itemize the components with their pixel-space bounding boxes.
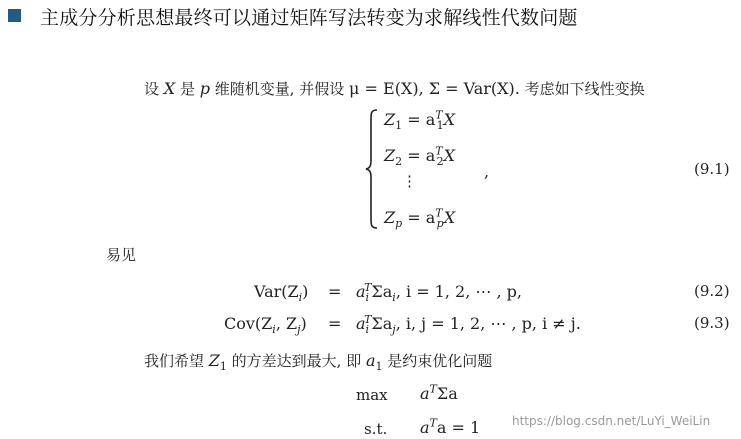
heading-bullet (8, 9, 21, 22)
system-comma: , (484, 162, 490, 181)
page-heading: 主成分分析思想最终可以通过矩阵写法转变为求解线性代数问题 (40, 7, 578, 29)
eq-9-2-rhs: $a_i^T\Sigma a_i$, i = 1, 2, ⋯ , p, (356, 280, 522, 305)
yijian-text: 易见 (106, 246, 137, 264)
eq-9-3-lhs: $Cov(Z_i$, $Z_j$) (224, 314, 307, 337)
system-row-2: $Z_2 = a^T_2X$ (384, 144, 455, 169)
eq-9-3-equals: = (328, 314, 342, 333)
eq-number-9-3: (9.3) (694, 314, 730, 332)
eq-9-2-lhs: $Var(Z_i)$ (254, 282, 309, 305)
eq-9-2-equals: = (328, 282, 342, 301)
opt-objective: $a^T\Sigma a$ (420, 382, 458, 403)
eq-number-9-2: (9.2) (694, 282, 730, 300)
system-row-1: $Z_1 = a^T_1X$ (384, 108, 455, 133)
csdn-watermark: https://blog.csdn.net/LuYi_WeiLin (512, 414, 711, 428)
system-vdots: ⋮ (402, 172, 417, 190)
opt-st-label: s.t. (364, 420, 388, 438)
eq-9-3-rhs: $a_i^T\Sigma a_j$, i, j = 1, 2, ⋯ , p, i ≠ j. (356, 312, 581, 337)
left-brace (364, 108, 380, 230)
opt-constraint: $a^Ta = 1$ (420, 416, 481, 437)
hope-text: 我们希望 $Z_1$ 的方差达到最大, 即 $a_1$ 是约束优化问题 (144, 351, 493, 373)
intro-text: 设 X 是 p 维随机变量, 并假设 μ = E(X), Σ = Var(X). 考虑如下线性变换 (144, 79, 645, 98)
opt-max-label: max (356, 386, 388, 404)
system-row-p: $Z_p = a^T_pX$ (384, 206, 456, 231)
eq-number-9-1: (9.1) (694, 160, 730, 178)
